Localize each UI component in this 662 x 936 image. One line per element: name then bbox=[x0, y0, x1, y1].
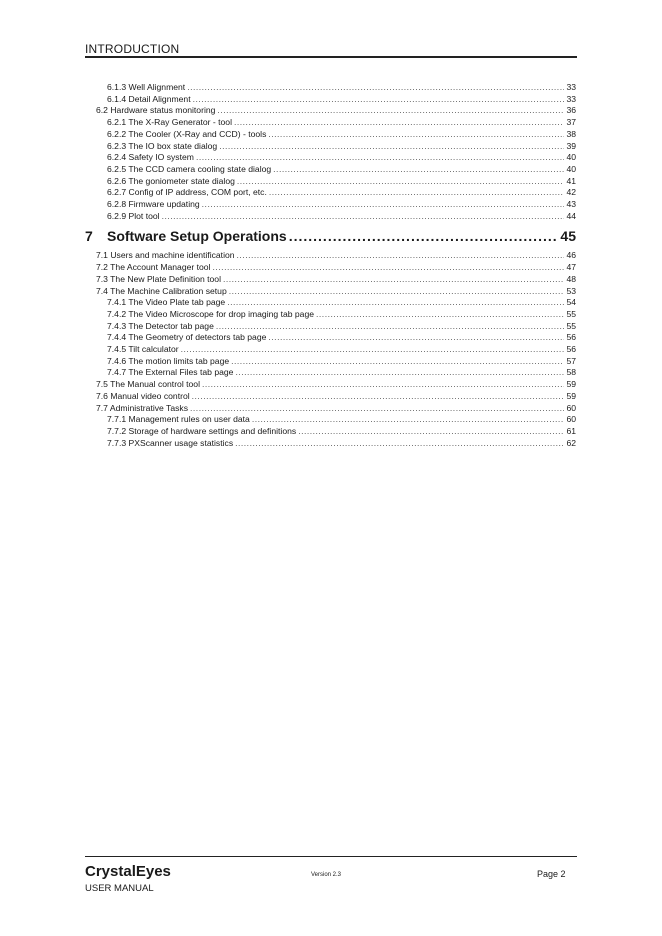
toc-entry[interactable] bbox=[85, 82, 576, 94]
toc-entry[interactable] bbox=[85, 129, 576, 141]
toc-entry-page: 59 bbox=[566, 390, 576, 401]
toc-entry-page: 39 bbox=[566, 140, 576, 151]
toc-entry-label: 7.7.2 Storage of hardware settings and definitions bbox=[107, 425, 297, 436]
toc-chapter-number: 7 bbox=[85, 228, 93, 245]
toc-entry-label: 7.7.3 PXScanner usage statistics bbox=[107, 437, 234, 448]
toc-leader-dots bbox=[298, 426, 564, 438]
toc-leader-dots bbox=[190, 403, 564, 415]
toc-leader-dots bbox=[268, 332, 564, 344]
toc-entry-label: 7.1 Users and machine identification bbox=[96, 250, 235, 261]
toc-entry[interactable] bbox=[85, 117, 576, 129]
toc-leader-dots bbox=[269, 187, 565, 199]
toc-entry-label: 6.1.4 Detail Alignment bbox=[107, 93, 191, 104]
toc-entry[interactable] bbox=[85, 332, 576, 344]
toc-leader-dots bbox=[223, 274, 564, 286]
toc-entry-page: 55 bbox=[566, 320, 576, 331]
toc-entry-page: 42 bbox=[566, 187, 576, 198]
toc-entry[interactable] bbox=[85, 379, 576, 391]
toc-entry-page: 58 bbox=[566, 367, 576, 378]
toc-entry[interactable] bbox=[85, 391, 576, 403]
toc-entry-label: 7.7.1 Management rules on user data bbox=[107, 414, 250, 425]
toc-entry-page: 44 bbox=[566, 210, 576, 221]
toc-leader-dots bbox=[237, 250, 565, 262]
toc-leader-dots bbox=[227, 297, 564, 309]
toc-entry[interactable] bbox=[85, 164, 576, 176]
toc-leader-dots bbox=[229, 286, 565, 298]
table-of-contents bbox=[85, 82, 576, 449]
toc-entry-label: 6.2.4 Safety IO system bbox=[107, 152, 194, 163]
toc-leader-dots bbox=[268, 129, 564, 141]
toc-chapter-label bbox=[85, 227, 287, 245]
toc-leader-dots bbox=[219, 141, 564, 153]
toc-entry-label: 7.3 The New Plate Definition tool bbox=[96, 273, 221, 284]
toc-section-7-entries bbox=[85, 250, 576, 449]
toc-leader-dots bbox=[202, 379, 564, 391]
toc-entry-page: 48 bbox=[566, 273, 576, 284]
toc-chapter-page: 45 bbox=[560, 228, 576, 245]
toc-entry-label: 6.2.9 Plot tool bbox=[107, 210, 160, 221]
toc-entry-page: 56 bbox=[566, 332, 576, 343]
toc-entry-page: 46 bbox=[566, 250, 576, 261]
toc-leader-dots bbox=[193, 94, 565, 106]
toc-entry-page: 57 bbox=[566, 355, 576, 366]
footer-version: Version 2.3 bbox=[311, 872, 342, 878]
toc-entry-label: 7.4.3 The Detector tab page bbox=[107, 320, 214, 331]
toc-entry-page: 33 bbox=[566, 82, 576, 92]
toc-entry[interactable] bbox=[85, 286, 576, 298]
toc-entry-label: 6.2.5 The CCD camera cooling state dialog bbox=[107, 163, 272, 174]
toc-leader-dots bbox=[234, 117, 564, 129]
toc-entry-label: 6.1.3 Well Alignment bbox=[107, 82, 186, 92]
toc-entry-page: 56 bbox=[566, 344, 576, 355]
toc-entry[interactable] bbox=[85, 344, 576, 356]
toc-entry[interactable] bbox=[85, 356, 576, 368]
toc-entry-label: 6.2.6 The goniometer state dialog bbox=[107, 175, 235, 186]
toc-leader-dots bbox=[252, 414, 565, 426]
toc-entry-label: 7.4.2 The Video Microscope for drop imaging tab page bbox=[107, 308, 315, 319]
toc-entry-page: 36 bbox=[566, 105, 576, 116]
toc-leader-dots bbox=[213, 262, 565, 274]
toc-leader-dots bbox=[237, 176, 565, 188]
toc-entry-label: 6.2 Hardware status monitoring bbox=[96, 105, 216, 116]
toc-leader-dots bbox=[181, 344, 565, 356]
toc-entry[interactable] bbox=[85, 309, 576, 321]
toc-entry-label: 7.4.6 The motion limits tab page bbox=[107, 355, 230, 366]
toc-leader-dots bbox=[289, 227, 559, 245]
footer-manual-label: USER MANUAL bbox=[85, 883, 154, 894]
toc-entry-page: 40 bbox=[566, 163, 576, 174]
toc-chapter-7[interactable] bbox=[85, 227, 576, 245]
toc-entry-page: 60 bbox=[566, 402, 576, 413]
toc-entry[interactable] bbox=[85, 141, 576, 153]
toc-leader-dots bbox=[235, 438, 564, 450]
toc-leader-dots bbox=[231, 356, 564, 368]
toc-entry[interactable] bbox=[85, 438, 576, 450]
toc-entry-page: 38 bbox=[566, 128, 576, 139]
toc-entry[interactable] bbox=[85, 94, 576, 106]
footer-page-number: Page 2 bbox=[537, 869, 566, 879]
header-divider bbox=[85, 56, 577, 58]
toc-entry-label: 7.4.5 Tilt calculator bbox=[107, 344, 179, 355]
footer-product-name: CrystalEyes bbox=[85, 863, 171, 880]
toc-entry[interactable] bbox=[85, 105, 576, 117]
toc-entry[interactable] bbox=[85, 321, 576, 333]
toc-entry-page: 33 bbox=[566, 93, 576, 104]
toc-entry[interactable] bbox=[85, 403, 576, 415]
toc-entry[interactable] bbox=[85, 199, 576, 211]
toc-entry-page: 43 bbox=[566, 199, 576, 210]
toc-entry-page: 55 bbox=[566, 308, 576, 319]
toc-entry-label: 7.4 The Machine Calibration setup bbox=[96, 285, 227, 296]
toc-entry[interactable] bbox=[85, 414, 576, 426]
toc-entry-label: 7.6 Manual video control bbox=[96, 390, 190, 401]
toc-entry[interactable] bbox=[85, 262, 576, 274]
toc-entry-page: 59 bbox=[566, 379, 576, 390]
toc-leader-dots bbox=[217, 105, 564, 117]
toc-entry[interactable] bbox=[85, 297, 576, 309]
toc-entry-page: 54 bbox=[566, 297, 576, 308]
toc-leader-dots bbox=[187, 82, 564, 94]
toc-entry-page: 37 bbox=[566, 117, 576, 128]
toc-leader-dots bbox=[202, 199, 565, 211]
toc-entry[interactable] bbox=[85, 211, 576, 223]
toc-entry-label: 7.4.1 The Video Plate tab page bbox=[107, 297, 226, 308]
toc-entry[interactable] bbox=[85, 152, 576, 164]
toc-entry-label: 6.2.7 Config of IP address, COM port, etc. bbox=[107, 187, 267, 198]
toc-entry-page: 47 bbox=[566, 262, 576, 273]
toc-leader-dots bbox=[162, 211, 565, 223]
toc-leader-dots bbox=[196, 152, 565, 164]
footer-divider bbox=[85, 856, 577, 857]
toc-entry-page: 40 bbox=[566, 152, 576, 163]
toc-entry-label: 7.5 The Manual control tool bbox=[96, 379, 200, 390]
toc-leader-dots bbox=[235, 367, 564, 379]
page-header-title: INTRODUCTION bbox=[85, 42, 180, 56]
toc-entry-label: 6.2.3 The IO box state dialog bbox=[107, 140, 218, 151]
toc-entry-label: 7.7 Administrative Tasks bbox=[96, 402, 189, 413]
toc-entry[interactable] bbox=[85, 274, 576, 286]
toc-leader-dots bbox=[216, 321, 565, 333]
toc-leader-dots bbox=[192, 391, 565, 403]
toc-leader-dots bbox=[273, 164, 564, 176]
toc-entry[interactable] bbox=[85, 176, 576, 188]
toc-entry-page: 61 bbox=[566, 425, 576, 436]
toc-entry-label: 7.4.4 The Geometry of detectors tab page bbox=[107, 332, 267, 343]
toc-entry-label: 6.2.8 Firmware updating bbox=[107, 199, 200, 210]
toc-entry-label: 7.2 The Account Manager tool bbox=[96, 262, 211, 273]
toc-entry-label: 7.4.7 The External Files tab page bbox=[107, 367, 234, 378]
toc-entry-page: 53 bbox=[566, 285, 576, 296]
toc-leader-dots bbox=[316, 309, 564, 321]
toc-entry[interactable] bbox=[85, 187, 576, 199]
toc-entry-page: 41 bbox=[566, 175, 576, 186]
toc-entry[interactable] bbox=[85, 367, 576, 379]
toc-entry-page: 60 bbox=[566, 414, 576, 425]
toc-entry-label: 6.2.2 The Cooler (X-Ray and CCD) - tools bbox=[107, 128, 267, 139]
toc-entry[interactable] bbox=[85, 426, 576, 438]
toc-entry-label: 6.2.1 The X-Ray Generator - tool bbox=[107, 117, 232, 128]
toc-entry[interactable] bbox=[85, 250, 576, 262]
toc-section-6-entries bbox=[85, 82, 576, 222]
toc-entry-page: 62 bbox=[566, 437, 576, 448]
toc-chapter-title: Software Setup Operations bbox=[107, 228, 287, 245]
